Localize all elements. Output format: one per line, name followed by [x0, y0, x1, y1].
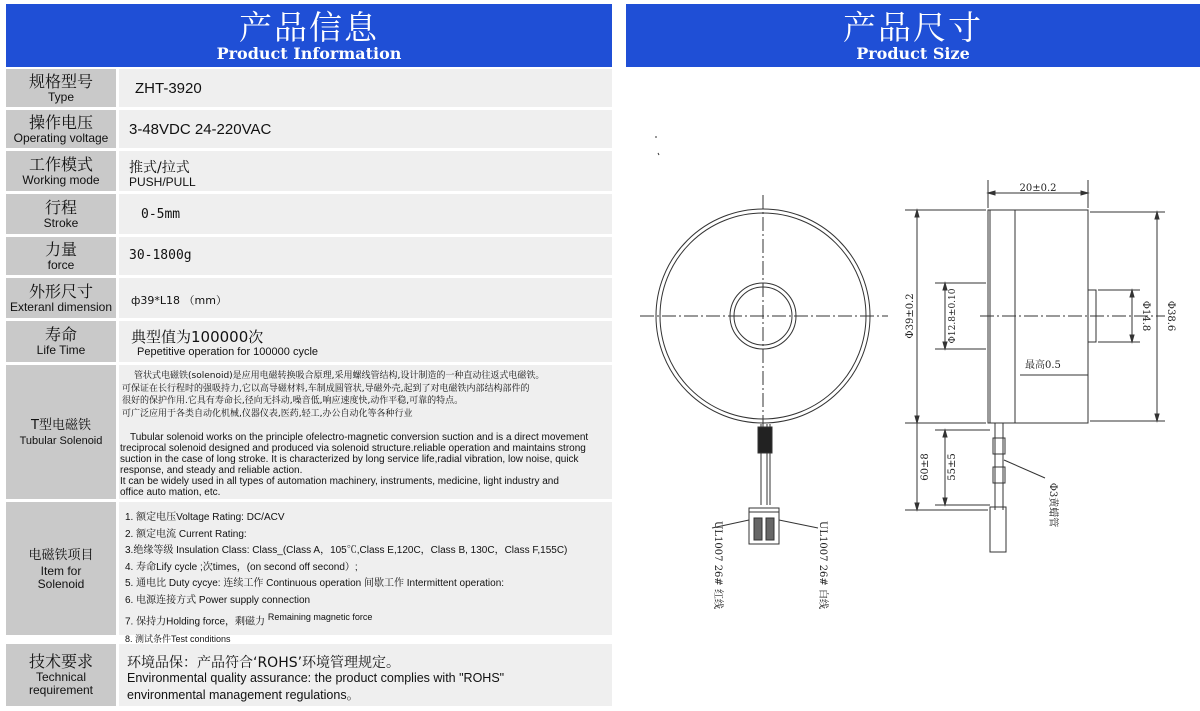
row-label — [6, 365, 116, 499]
list-item: 1. 额定电压Voltage Rating: DC/ACV — [125, 512, 285, 523]
row-label — [6, 644, 116, 706]
tube-label-text: Φ3黄蜡管 — [1047, 482, 1058, 528]
value-text-zh: 推式/拉式 — [129, 160, 190, 176]
row-value — [119, 321, 612, 362]
dim-right-text: Φ38.6 — [1165, 300, 1176, 332]
spec-row-force — [6, 237, 612, 275]
dim-inner-text: Φ12.8±0.10 — [948, 288, 958, 344]
desc-line: treciprocal solenoid designed and produced via solenoid structure.reliable operation and maintains strong — [120, 443, 586, 454]
spec-row-tubular-solenoid — [6, 365, 612, 499]
label-zh: 电磁铁项目 — [28, 547, 94, 563]
row-value — [119, 69, 612, 107]
value-text: 30-1800g — [129, 248, 192, 263]
value-text-zh: 环境品保：产品符合‘ROHS’环境管理规定。 — [127, 655, 401, 671]
desc-line: office auto mation, etc. — [120, 487, 221, 498]
list-item: 8. 测试条件Test conditions — [125, 633, 231, 644]
spec-row-stroke — [6, 194, 612, 234]
label-en: Operating voltage — [13, 130, 109, 145]
row-value — [119, 644, 612, 706]
spec-row-type — [6, 69, 612, 107]
desc-line: suction in the case of long stroke. It is characterized by long service life,radial vibration, low noise, quick — [120, 454, 579, 465]
row-label — [6, 151, 116, 191]
red-wire-label: UL1007 26# 红线 — [712, 521, 723, 609]
desc-line: response, and steady and reliable action. — [120, 465, 303, 476]
spec-row-technical — [6, 644, 612, 706]
label-zh: 操作电压 — [28, 112, 93, 132]
label-en: Type — [47, 89, 74, 104]
desc-line: 可广泛应用于各类自动化机械,仪器仪表,医药,轻工,办公自动化等各种行业 — [122, 408, 413, 419]
list-item: 5. 通电比 Duty cycye: 连续工作 Continuous operation 间歇工作 Intermittent operation: — [125, 578, 505, 589]
row-value — [119, 151, 612, 191]
size-header-title-zh: 产品尺寸 — [843, 8, 983, 47]
label-en: Solenoid — [37, 576, 85, 591]
items-list — [125, 510, 610, 647]
value-text-en: Pepetitive operation for 100000 cycle — [137, 346, 319, 358]
row-value — [119, 502, 612, 644]
label-en: Working mode — [22, 172, 100, 187]
label-zh: T型电磁铁 — [31, 417, 91, 433]
list-item: 3.绝缘等级 Insulation Class: Class_(Class A，105℃,Class E,120C，Class B, 130C，Class F,155C) — [125, 545, 568, 556]
spec-row-items — [6, 502, 612, 644]
desc-line: 很好的保护作用.它具有寿命长,径向无抖动,噪音低,响应速度快,动作平稳,可靠的特点。 — [122, 396, 464, 406]
row-label — [6, 237, 116, 275]
label-en: Item for — [40, 563, 82, 578]
value-text-en: Environmental quality assurance: the product complies with "ROHS" — [127, 671, 505, 685]
row-label — [6, 278, 116, 318]
row-value — [119, 237, 612, 275]
spec-row-voltage — [6, 110, 612, 148]
label-en: requirement — [28, 683, 94, 697]
label-zh: 外形尺寸 — [28, 281, 93, 301]
dim-lead-text: 60±8 — [920, 453, 931, 481]
row-label — [6, 69, 116, 107]
label-zh: 寿命 — [44, 325, 77, 344]
row-label — [6, 321, 116, 362]
row-label — [6, 502, 116, 635]
list-item-text: 7. 保持力Holding force，剩磁力 — [125, 616, 266, 628]
tubular-desc-en — [120, 432, 612, 498]
value-text: ZHT-3920 — [135, 80, 202, 97]
size-header-title-en: Product Size — [856, 44, 970, 63]
row-label — [6, 194, 116, 234]
white-wire-label: UL1007 26# 白线 — [817, 521, 828, 609]
value-text-en: environmental management regulations。 — [127, 688, 360, 702]
label-en: Stroke — [43, 215, 79, 230]
label-zh: 力量 — [44, 239, 77, 259]
desc-line: Tubular solenoid works on the principle ofelectro-magnetic conversion suction and is a direct movement — [130, 432, 589, 443]
dim-outer-text: Φ39±0.2 — [905, 293, 916, 339]
label-en: Exteranl dimension — [9, 299, 113, 314]
product-information-header — [6, 4, 612, 67]
dim-top-text: 20±0.2 — [1019, 183, 1057, 194]
row-value — [119, 278, 612, 318]
dim-lead2-text: 55±5 — [947, 453, 958, 481]
spec-row-working-mode — [6, 151, 612, 191]
technical-drawing — [626, 120, 1200, 620]
dim-max-text: 最高0.5 — [1025, 360, 1061, 371]
label-en: Life Time — [36, 343, 86, 357]
value-text-zh: 典型值为100000次 — [131, 328, 264, 346]
value-text: ф39*L18 （mm） — [131, 294, 227, 307]
row-value — [119, 110, 612, 148]
label-en: Tubular Solenoid — [19, 434, 103, 447]
label-zh: 行程 — [44, 197, 77, 217]
desc-line: It can be widely used in all types of automation machinery, instruments, medicine, light industry and — [120, 476, 559, 487]
value-text-en: PUSH/PULL — [129, 175, 196, 189]
value-text: 0-5mm — [141, 207, 181, 222]
row-label — [6, 110, 116, 148]
label-en: force — [47, 257, 75, 272]
header-title-en: Product Information — [216, 44, 402, 63]
spec-row-life-time — [6, 321, 612, 362]
label-zh: 规格型号 — [28, 71, 93, 91]
desc-line: 可保证在长行程时的强吸持力,它以高导磁材料,车制成圆管状,导磁外壳,起到了对电磁铁内部结构部件的 — [122, 383, 530, 394]
dim-shaft-text: Φ14.8 — [1140, 300, 1151, 332]
value-text: 3-48VDC 24-220VAC — [129, 121, 272, 138]
list-item: 6. 电源连接方式 Power supply connection — [125, 594, 311, 606]
label-zh: 工作模式 — [28, 154, 93, 174]
spec-row-dimension — [6, 278, 612, 318]
list-item — [125, 609, 610, 631]
list-item: 4. 寿命Lify cycle ;次times，(on second off second）; — [125, 561, 358, 573]
tubular-desc-zh — [122, 370, 612, 420]
label-en: Technical — [35, 670, 87, 684]
row-value — [119, 194, 612, 234]
header-title-zh: 产品信息 — [239, 8, 379, 47]
label-zh: 技术要求 — [28, 652, 93, 671]
product-size-header — [626, 4, 1200, 67]
desc-line: 管状式电磁铁(solenoid)是应用电磁转换吸合原理,采用螺线管结构,设计制造的一种直动往返式电磁铁。 — [134, 371, 545, 381]
row-value — [119, 365, 612, 499]
remaining-magnetic-force: Remaining magnetic force — [267, 612, 373, 622]
list-item: 2. 额定电流 Current Rating: — [125, 528, 247, 540]
